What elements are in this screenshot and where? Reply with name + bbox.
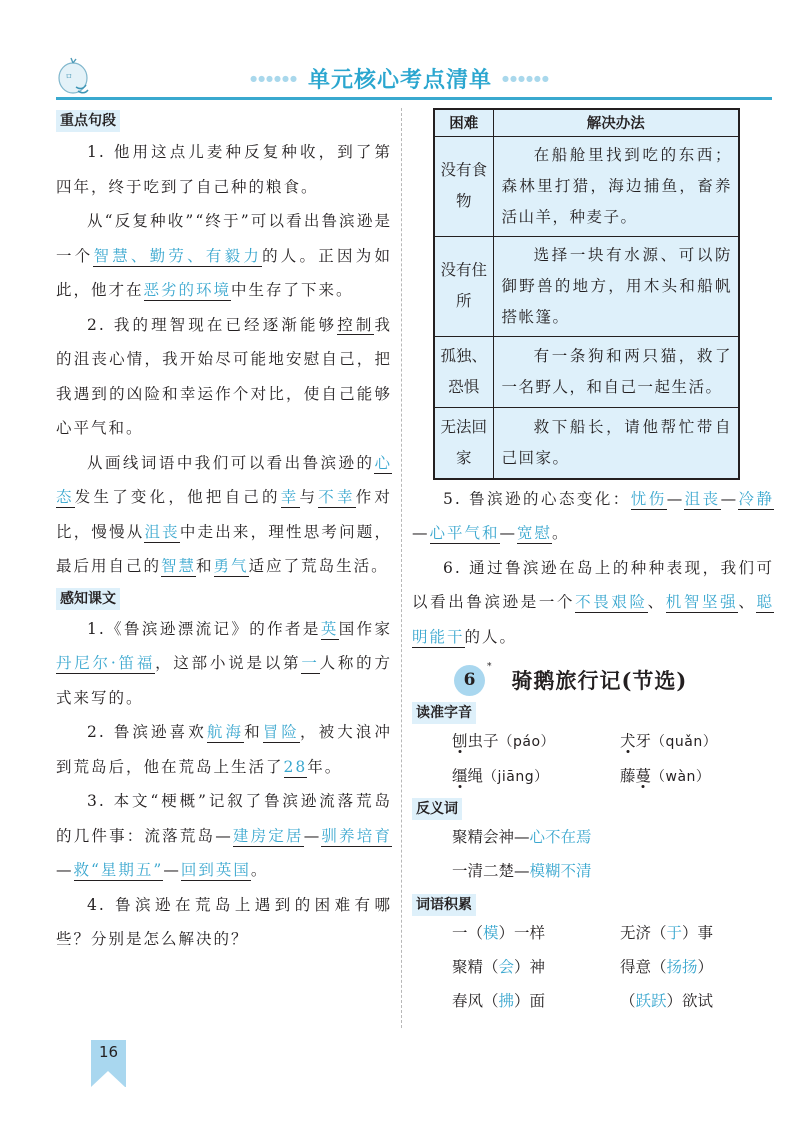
answer-blank: 机智坚强 — [665, 593, 739, 611]
answer-blank: 英 — [320, 619, 339, 638]
text: 中生存了下来。 — [231, 281, 354, 299]
key-sentence-1: 1. 他用这点儿麦种反复种收，到了第四年，终于吃到了自己种的粮食。 — [56, 143, 392, 196]
vocab-item — [620, 984, 713, 1018]
text: ，这部小说是以第 — [155, 654, 302, 672]
pinyin: （páo） — [498, 734, 556, 750]
underlined-phrase: 控制 — [337, 315, 375, 334]
text: （ — [620, 992, 636, 1010]
column-divider — [401, 108, 402, 1028]
answer-blank: 宽慰 — [517, 524, 553, 542]
answer-blank: 恶劣的环境 — [143, 281, 232, 299]
text: 在船舱里找到吃的东西；森林里打猎，海边捕鱼，畜养活山羊，种麦子。 — [501, 145, 732, 226]
text: 选择一块有水源、可以防御野兽的地方，用木头和船帆搭帐篷。 — [501, 245, 732, 326]
text: 有一条狗和两只猫，救了一名野人，和自己一起生活。 — [501, 346, 732, 396]
pinyin: （jiāng） — [483, 769, 549, 785]
vocab-row — [412, 984, 774, 1018]
text: 2. 我的理智现在已经逐渐能够 — [87, 315, 338, 334]
column-header-solution: 解决办法 — [493, 109, 739, 136]
pronunciation-row — [412, 759, 774, 794]
solution-cell — [493, 407, 739, 479]
vocab-item — [452, 950, 620, 984]
difficulty-cell: 没有住所 — [434, 236, 493, 336]
pinyin: （quǎn） — [651, 734, 718, 750]
text: 藤 — [620, 767, 636, 785]
question-2 — [56, 715, 392, 784]
text: — — [163, 861, 181, 879]
text: 作对比，慢慢从 — [56, 488, 392, 541]
vocab-answer: 跃跃 — [635, 992, 667, 1010]
vocab-answer: 扬扬 — [666, 958, 698, 976]
answer-blank: 建房定居 — [232, 826, 304, 845]
text: 。 — [552, 524, 570, 542]
text: 从“反复种收”“终于”可以看出鲁滨逊是一个 — [56, 212, 392, 265]
section-tag-comprehension: 感知课文 — [56, 588, 120, 610]
header-divider — [56, 97, 772, 100]
text: ）面 — [514, 992, 546, 1010]
apple-mascot-icon — [56, 57, 92, 97]
table-row — [434, 236, 739, 336]
antonym-word: 一清二楚— — [452, 862, 530, 880]
text: 与 — [299, 488, 319, 506]
page-title: 单元核心考点清单 — [307, 66, 492, 93]
section-tag-key-sentences: 重点句段 — [56, 110, 120, 132]
vocab-item — [452, 916, 620, 950]
vocab-answer: 于 — [666, 924, 683, 942]
antonym-answer: 心不在焉 — [529, 828, 592, 846]
answer-blank: 智慧 — [161, 557, 197, 575]
dotted-char: 犬 — [620, 732, 636, 750]
text: 中走出来，理性思考问题，最后用自己的 — [56, 522, 392, 575]
dotted-char: 刨 — [452, 732, 468, 750]
text: 和 — [196, 557, 214, 575]
answer-blank: 幸 — [280, 488, 300, 506]
answer-blank: 忧伤 — [630, 489, 667, 508]
text: ）神 — [514, 958, 546, 976]
dotted-char: 缰 — [452, 767, 468, 785]
text: ）欲试 — [666, 992, 714, 1010]
page-number-ribbon — [91, 1040, 126, 1087]
star-icon: * — [487, 662, 492, 672]
decorative-dots-right: ●●●●●● — [502, 73, 550, 83]
answer-blank: 航海 — [206, 723, 245, 741]
svg-text:ㅁ: ㅁ — [65, 72, 73, 81]
text: ）一样 — [498, 924, 546, 942]
answer-blank: 回到英国 — [180, 861, 251, 879]
text: 春风（ — [452, 992, 499, 1010]
text: ，被大浪冲到荒岛后，他在荒岛上生活了 — [56, 723, 392, 776]
page-number: 16 — [98, 1043, 119, 1061]
text: 一（ — [452, 924, 484, 942]
text: 的人。正因为如此，他才在 — [56, 246, 392, 299]
text: — — [56, 861, 74, 879]
text: 人称的方式来写的。 — [56, 654, 392, 707]
text: 。 — [250, 861, 269, 879]
solution-cell — [493, 336, 739, 407]
pinyin: （wàn） — [651, 769, 711, 785]
text: 得意（ — [620, 958, 667, 976]
answer-blank: 驯养培育 — [321, 826, 392, 845]
text: 虫子 — [467, 732, 499, 750]
vocab-answer: 拂 — [498, 992, 515, 1010]
answer-blank: 沮丧 — [144, 522, 180, 541]
pronunciation-row — [412, 724, 774, 759]
text: 6. 通过鲁滨逊在岛上的种种表现，我们可以看出鲁滨逊是一个 — [412, 558, 774, 611]
right-column — [412, 108, 774, 1018]
vocab-item — [620, 950, 713, 984]
difficulty-solution-table — [433, 108, 740, 480]
answer-blank: 28 — [283, 757, 308, 776]
vocab-answer: 会 — [498, 958, 515, 976]
text: 、 — [738, 593, 757, 611]
section-tag-antonyms: 反义词 — [412, 798, 462, 820]
text: 国作家 — [338, 619, 392, 638]
text: 1.《鲁滨逊漂流记》的作者是 — [87, 619, 321, 638]
antonym-answer: 模糊不清 — [529, 862, 592, 880]
section-tag-pronunciation: 读准字音 — [412, 702, 476, 724]
answer-blank: 冷静 — [738, 489, 774, 508]
text: 3. 本文“梗概”记叙了鲁滨逊流落荒岛的几件事：流落荒岛— — [56, 792, 392, 845]
text: ） — [697, 958, 714, 976]
lesson-heading — [412, 660, 774, 700]
answer-blank: 智慧、勤劳、有毅力 — [93, 246, 263, 265]
text: 、 — [647, 593, 666, 611]
table-header-row — [434, 109, 739, 136]
answer-blank: 救“星期五” — [73, 861, 164, 879]
table-row — [434, 136, 739, 236]
table-row — [434, 407, 739, 479]
answer-blank: 聪明能干 — [412, 593, 774, 646]
pronunciation-item — [452, 724, 620, 759]
vocab-item — [452, 984, 620, 1018]
text: 绳 — [467, 767, 484, 785]
vocab-row — [412, 916, 774, 950]
left-column — [56, 108, 392, 957]
answer-blank: 勇气 — [213, 557, 249, 575]
antonym-row — [412, 820, 774, 854]
header-title-group — [230, 61, 570, 95]
answer-blank: 不幸 — [318, 488, 356, 506]
antonym-word: 聚精会神— — [452, 828, 530, 846]
text: 适应了荒岛生活。 — [248, 557, 389, 575]
difficulty-cell: 孤独、恐惧 — [434, 336, 493, 407]
text: 和 — [244, 723, 263, 741]
question-5 — [412, 482, 774, 551]
column-header-difficulty: 困难 — [434, 109, 493, 136]
difficulty-cell: 没有食物 — [434, 136, 493, 236]
question-3 — [56, 784, 392, 888]
lesson-title: 骑鹅旅行记(节选) — [511, 668, 688, 693]
vocab-row — [412, 950, 774, 984]
solution-cell — [493, 136, 739, 236]
answer-blank: 冒险 — [262, 723, 300, 741]
answer-blank: 心态 — [56, 453, 392, 506]
answer-blank: 一 — [301, 654, 320, 672]
text: ）事 — [682, 924, 714, 942]
text: 救下船长，请他帮忙带自己回家。 — [501, 417, 732, 467]
text: 牙 — [635, 732, 652, 750]
difficulty-cell: 无法回家 — [434, 407, 493, 479]
answer-blank: 沮丧 — [684, 489, 721, 508]
text: 2. 鲁滨逊喜欢 — [87, 723, 207, 741]
lesson-number-badge: 6 — [454, 665, 485, 696]
solution-cell — [493, 236, 739, 336]
text: 的人。 — [464, 627, 518, 646]
text: — — [666, 489, 685, 508]
question-6 — [412, 551, 774, 655]
text: 年。 — [307, 757, 343, 776]
answer-blank: 丹尼尔·笛福 — [56, 654, 156, 672]
page-header — [0, 55, 803, 105]
text: — — [303, 826, 322, 845]
analysis-1 — [56, 204, 392, 308]
antonym-row — [412, 854, 774, 888]
section-tag-vocabulary: 词语积累 — [412, 894, 476, 916]
text: — — [720, 489, 739, 508]
decorative-dots-left: ●●●●●● — [250, 73, 298, 83]
text: 无济（ — [620, 924, 667, 942]
answer-blank: 不畏艰险 — [575, 593, 648, 611]
question-4: 4. 鲁滨逊在荒岛上遇到的困难有哪些？分别是怎么解决的？ — [56, 895, 392, 948]
analysis-2 — [56, 446, 392, 584]
pronunciation-item — [620, 724, 717, 759]
vocab-answer: 模 — [483, 924, 499, 942]
vocab-item — [620, 916, 713, 950]
text: 5. 鲁滨逊的心态变化： — [443, 489, 631, 508]
question-1 — [56, 612, 392, 716]
dotted-char: 蔓 — [635, 767, 652, 785]
pronunciation-item — [452, 759, 620, 794]
pronunciation-item — [620, 759, 710, 794]
text: — — [412, 524, 430, 542]
key-sentence-2 — [56, 308, 392, 446]
text: 从画线词语中我们可以看出鲁滨逊的 — [87, 453, 375, 472]
text: 发生了变化，他把自己的 — [74, 488, 281, 506]
text: 我的沮丧心情，我开始尽可能地安慰自己，把我遇到的凶险和幸运作个对比，使自己能够心平气和。 — [56, 315, 392, 437]
text: — — [499, 524, 518, 542]
answer-blank: 心平气和 — [429, 524, 500, 542]
table-row — [434, 336, 739, 407]
text: 聚精（ — [452, 958, 499, 976]
